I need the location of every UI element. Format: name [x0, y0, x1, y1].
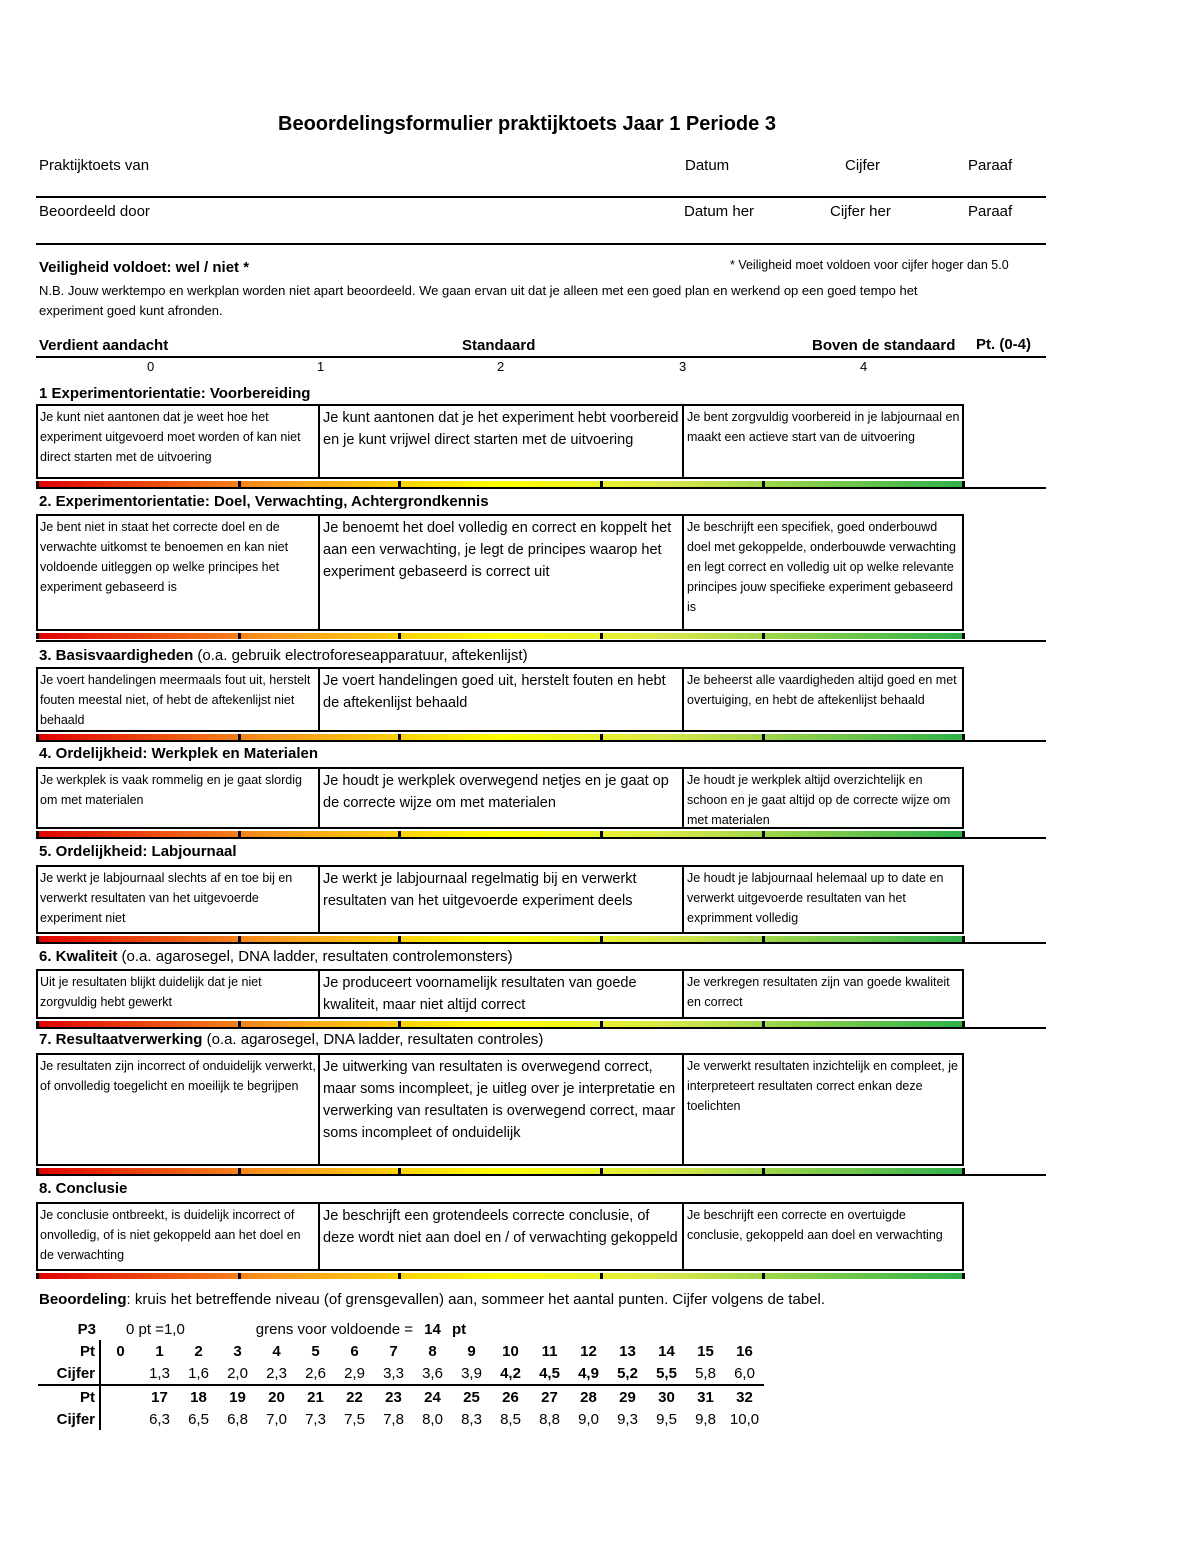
scale-tick [398, 1273, 401, 1279]
section-6-box [36, 969, 964, 1019]
scale-tick [962, 734, 965, 740]
grade-cell: 8,5 [500, 1410, 521, 1428]
grade-cell: 6,3 [149, 1410, 170, 1428]
points-row-label: Pt [38, 1385, 100, 1408]
section-3-level-low[interactable]: Je voert handelingen meermaals fout uit, herstelt fouten meestal niet, of hebt de aftekenlijst niet behaald [38, 669, 320, 730]
scale-tick [600, 831, 603, 837]
points-header: Pt. (0-4) [976, 336, 1032, 353]
scale-tick [600, 633, 603, 639]
section-5-box [36, 865, 964, 934]
pass-threshold-value: 14 [424, 1320, 441, 1338]
grade-cell: 10,0 [729, 1410, 760, 1428]
grade-cell: 6,0 [725, 1362, 764, 1385]
section-7-level-standard[interactable]: Je uitwerking van resultaten is overwegend correct, maar soms incompleet, je uitleg over je interpretatie en verwerking van resultaten is overwegend correct, maar soms incompleet of onduidelijk [320, 1055, 684, 1164]
datum-her-label: Datum her [684, 203, 755, 220]
grade-cell: 6,5 [188, 1410, 209, 1428]
scale-tick [962, 831, 965, 837]
section-2-title: 2. Experimentorientatie: Doel, Verwachting, Achtergrondkennis [39, 493, 489, 510]
scale-tick [398, 936, 401, 942]
grade-cell: 4,5 [530, 1362, 569, 1385]
section-8-level-low[interactable]: Je conclusie ontbreekt, is duidelijk incorrect of onvolledig, of is niet gekoppeld aan het doel en de verwachting [38, 1204, 320, 1269]
divider [36, 837, 1046, 839]
points-cell: 20 [268, 1388, 285, 1406]
scale-tick [238, 481, 241, 487]
scale-high: Boven de standaard [812, 337, 956, 354]
section-4-level-standard[interactable]: Je houdt je werkplek overwegend netjes en je gaat op de correcte wijze om met materialen [320, 769, 684, 827]
scale-tick [962, 1168, 965, 1174]
grade-cell: 9,3 [617, 1410, 638, 1428]
section-3-level-high[interactable]: Je beheerst alle vaardigheden altijd goed en met overtuiging, en hebt de aftekenlijst behaald [687, 673, 957, 707]
scale-number-2: 2 [497, 359, 505, 374]
scale-tick [238, 633, 241, 639]
praktijktoets-van-label: Praktijktoets van [39, 157, 150, 174]
scale-number-3: 3 [679, 359, 687, 374]
section-4-level-low[interactable]: Je werkplek is vaak rommelig en je gaat slordig om met materialen [38, 769, 320, 827]
grade-cell: 9,5 [656, 1410, 677, 1428]
scale-tick [600, 481, 603, 487]
section-1-box [36, 404, 964, 479]
section-8-box [36, 1202, 964, 1271]
scale-tick [238, 936, 241, 942]
points-cell: 0 [116, 1342, 125, 1360]
scale-low: Verdient aandacht [39, 337, 169, 354]
section-4-level-high[interactable]: Je houdt je werkplek altijd overzichtelijk en schoon en je gaat altijd op de correcte wijze om met materialen [687, 773, 951, 827]
grade-cell: 7,0 [266, 1410, 287, 1428]
pass-threshold-label: grens voor voldoende = [255, 1320, 413, 1338]
scale-tick [762, 1021, 765, 1027]
grade-cell: 9,0 [578, 1410, 599, 1428]
section-8-title: 8. Conclusie [39, 1180, 128, 1197]
grade-cell: 1,6 [179, 1362, 218, 1385]
scale-tick [762, 633, 765, 639]
section-8-level-high[interactable]: Je beschrijft een correcte en overtuigde conclusie, gekoppeld aan doel en verwachting [687, 1208, 943, 1242]
grade-cell: 8,0 [422, 1410, 443, 1428]
section-6-level-low[interactable]: Uit je resultaten blijkt duidelijk dat je niet zorgvuldig hebt gewerkt [38, 971, 320, 1017]
section-8-level-standard[interactable]: Je beschrijft een grotendeels correcte conclusie, of deze wordt niet aan doel en / of verwachting gekoppeld [320, 1204, 684, 1269]
section-5-title: 5. Ordelijkheid: Labjournaal [39, 843, 237, 860]
nb-line-1: N.B. Jouw werktempo en werkplan worden niet apart beoordeeld. We gaan ervan uit dat je alleen met een goed plan en werkend op een goed tempo het [39, 283, 918, 298]
scale-mid: Standaard [462, 337, 536, 354]
scale-tick [600, 936, 603, 942]
section-8-scale-bar [36, 1273, 964, 1279]
points-cell: 6 [350, 1342, 359, 1360]
scale-tick [962, 633, 965, 639]
divider [36, 196, 1046, 198]
scale-tick [962, 936, 965, 942]
grade-row-label: Cijfer [38, 1362, 100, 1385]
scale-tick [238, 1021, 241, 1027]
scale-tick [36, 936, 39, 942]
scale-tick [600, 1273, 603, 1279]
grade-cell: 4,9 [569, 1362, 608, 1385]
scale-number-1: 1 [317, 359, 325, 374]
section-6-level-standard[interactable]: Je produceert voornamelijk resultaten van goede kwaliteit, maar niet altijd correct [320, 971, 684, 1017]
zero-points-grade: 0 pt =1,0 [126, 1320, 185, 1338]
grade-cell: 1,3 [140, 1362, 179, 1385]
grade-cell: 2,9 [335, 1362, 374, 1385]
scale-tick [762, 481, 765, 487]
scale-tick [600, 1168, 603, 1174]
points-cell: 23 [385, 1388, 402, 1406]
points-cell: 13 [619, 1342, 636, 1360]
scale-tick [762, 734, 765, 740]
assessment-instruction: Beoordeling: kruis het betreffende niveau (of grensgevallen) aan, sommeer het aantal punten. Cijfer volgens de tabel. [39, 1291, 825, 1308]
scale-tick [238, 734, 241, 740]
scale-tick [36, 633, 39, 639]
scale-tick [36, 831, 39, 837]
page-title: Beoordelingsformulier praktijktoets Jaar 1 Periode 3 [278, 113, 776, 135]
points-cell: 32 [736, 1388, 753, 1406]
points-row-label: Pt [38, 1340, 100, 1362]
paraaf-her-label: Paraaf [968, 203, 1013, 220]
points-cell: 10 [502, 1342, 519, 1360]
scale-tick [762, 1168, 765, 1174]
section-1-title: 1 Experimentorientatie: Voorbereiding [39, 385, 311, 402]
points-cell: 2 [194, 1342, 203, 1360]
section-5-level-low[interactable]: Je werkt je labjournaal slechts af en toe bij en verwerkt resultaten van het uitgevoerde experiment niet [38, 867, 320, 932]
points-cell: 25 [463, 1388, 480, 1406]
grade-cell: 7,5 [344, 1410, 365, 1428]
grade-row-label: Cijfer [38, 1408, 100, 1430]
section-5-level-standard[interactable]: Je werkt je labjournaal regelmatig bij en verwerkt resultaten van het uitgevoerde experiment deels [320, 867, 684, 932]
grade-cell: 7,3 [305, 1410, 326, 1428]
points-cell: 4 [272, 1342, 281, 1360]
safety-label: Veiligheid voldoet: wel / niet * [39, 259, 250, 276]
scale-tick [36, 1021, 39, 1027]
grade-cell: 2,0 [218, 1362, 257, 1385]
grade-cell: 3,3 [374, 1362, 413, 1385]
grade-cell: 2,3 [257, 1362, 296, 1385]
cijfer-label: Cijfer [845, 157, 881, 174]
paraaf-label: Paraaf [968, 157, 1013, 174]
section-3-level-standard[interactable]: Je voert handelingen goed uit, herstelt fouten en hebt de aftekenlijst behaald [320, 669, 684, 730]
grade-cell: 7,8 [383, 1410, 404, 1428]
section-1-level-standard[interactable]: Je kunt aantonen dat je het experiment hebt voorbereid en je kunt vrijwel direct starten met de uitvoering [320, 406, 684, 477]
safety-note: * Veiligheid moet voldoen voor cijfer hoger dan 5.0 [730, 258, 1009, 272]
scale-tick [238, 831, 241, 837]
section-2-scale-bar [36, 633, 964, 639]
points-cell: 11 [541, 1342, 558, 1360]
cijfer-her-label: Cijfer her [830, 203, 891, 220]
divider [36, 243, 1046, 245]
grade-cell: 4,2 [491, 1362, 530, 1385]
divider [36, 1027, 1046, 1029]
points-cell: 15 [697, 1342, 714, 1360]
divider [36, 740, 1046, 742]
section-2-level-high[interactable]: Je beschrijft een specifiek, goed onderbouwd doel met gekoppelde, onderbouwde verwachting en legt correct en volledig uit op welke relevante principes jouw specifieke experiment gebaseerd is [687, 520, 956, 614]
divider [36, 640, 1046, 642]
grade-cell: 3,6 [413, 1362, 452, 1385]
period-label: P3 [77, 1320, 96, 1338]
nb-line-2: experiment goed kunt afronden. [39, 303, 223, 318]
points-cell: 8 [428, 1342, 437, 1360]
points-cell: 3 [233, 1342, 242, 1360]
section-4-box [36, 767, 964, 829]
section-7-title: 7. Resultaatverwerking (o.a. agarosegel, DNA ladder, resultaten controles) [39, 1031, 544, 1048]
points-cell: 30 [658, 1388, 675, 1406]
grade-cell: 9,8 [695, 1410, 716, 1428]
scale-tick [398, 831, 401, 837]
section-1-level-high[interactable]: Je bent zorgvuldig voorbereid in je labjournaal en maakt een actieve start van de uitvoering [687, 410, 960, 444]
points-cell: 26 [502, 1388, 519, 1406]
points-cell: 22 [346, 1388, 363, 1406]
scale-tick [398, 1168, 401, 1174]
points-cell: 28 [580, 1388, 597, 1406]
scale-tick [762, 1273, 765, 1279]
section-6-title: 6. Kwaliteit (o.a. agarosegel, DNA ladder, resultaten controlemonsters) [39, 948, 513, 965]
scale-tick [962, 1021, 965, 1027]
scale-tick [238, 1273, 241, 1279]
section-4-title: 4. Ordelijkheid: Werkplek en Materialen [39, 745, 318, 762]
grade-cell: 6,8 [227, 1410, 248, 1428]
section-5-level-high[interactable]: Je houdt je labjournaal helemaal up to date en verwerkt uitgevoerde resultaten van het exprimment volledig [687, 871, 944, 925]
scale-number-0: 0 [147, 359, 155, 374]
grade-table [38, 1318, 764, 1430]
points-cell: 17 [151, 1388, 168, 1406]
section-3-box [36, 667, 964, 732]
points-cell: 16 [736, 1342, 753, 1360]
scale-tick [398, 481, 401, 487]
points-cell: 5 [311, 1342, 320, 1360]
points-cell: 7 [389, 1342, 398, 1360]
scale-tick [600, 734, 603, 740]
scale-tick [36, 481, 39, 487]
scale-tick [398, 633, 401, 639]
section-2-level-standard[interactable]: Je benoemt het doel volledig en correct en koppelt het aan een verwachting, je legt de principes waarop het experiment gebaseerd is correct uit [320, 516, 684, 629]
scale-tick [36, 1273, 39, 1279]
section-6-level-high[interactable]: Je verkregen resultaten zijn van goede kwaliteit en correct [687, 975, 950, 1009]
divider [36, 1174, 1046, 1176]
scale-tick [600, 1021, 603, 1027]
section-7-box [36, 1053, 964, 1166]
grade-cell: 5,5 [647, 1362, 686, 1385]
scale-tick [36, 734, 39, 740]
section-7-level-high[interactable]: Je verwerkt resultaten inzichtelijk en compleet, je interpreteert resultaten correct enkan deze toelichten [687, 1059, 958, 1113]
points-cell: 12 [580, 1342, 597, 1360]
scale-number-4: 4 [860, 359, 868, 374]
divider [36, 942, 1046, 944]
points-cell: 31 [697, 1388, 714, 1406]
points-cell: 24 [424, 1388, 441, 1406]
grade-cell: 8,8 [539, 1410, 560, 1428]
datum-label: Datum [685, 157, 730, 174]
points-cell: 29 [619, 1388, 636, 1406]
scale-tick [398, 734, 401, 740]
points-cell: 21 [307, 1388, 324, 1406]
section-2-box [36, 514, 964, 631]
points-cell: 14 [658, 1342, 675, 1360]
scale-tick [762, 936, 765, 942]
scale-tick [238, 1168, 241, 1174]
grade-cell: 3,9 [452, 1362, 491, 1385]
section-3-title: 3. Basisvaardigheden (o.a. gebruik electroforeseapparatuur, aftekenlijst) [39, 647, 528, 664]
scale-tick [762, 831, 765, 837]
section-1-level-low[interactable]: Je kunt niet aantonen dat je weet hoe het experiment uitgevoerd moet worden of kan niet direct starten met de uitvoering [38, 406, 320, 477]
divider [36, 487, 1046, 489]
grade-cell: 5,2 [608, 1362, 647, 1385]
scale-tick [962, 1273, 965, 1279]
grade-cell: 8,3 [461, 1410, 482, 1428]
beoordeeld-door-label: Beoordeeld door [39, 203, 150, 220]
points-cell: 18 [190, 1388, 207, 1406]
grade-cell: 5,8 [686, 1362, 725, 1385]
points-cell: 1 [155, 1342, 164, 1360]
scale-tick [398, 1021, 401, 1027]
points-cell: 9 [467, 1342, 476, 1360]
section-2-level-low[interactable]: Je bent niet in staat het correcte doel en de verwachte uitkomst te benoemen en kan niet voldoende uitleggen op welke principes het experiment gebaseerd is [38, 516, 320, 629]
section-7-level-low[interactable]: Je resultaten zijn incorrect of onduidelijk verwerkt, of onvolledig toegelicht en moeilijk te begrijpen [38, 1055, 320, 1164]
points-cell: 19 [229, 1388, 246, 1406]
scale-tick [962, 481, 965, 487]
grade-cell: 2,6 [296, 1362, 335, 1385]
points-cell: 27 [541, 1388, 558, 1406]
divider [36, 356, 1046, 358]
pass-threshold-unit: pt [452, 1320, 467, 1338]
scale-tick [36, 1168, 39, 1174]
